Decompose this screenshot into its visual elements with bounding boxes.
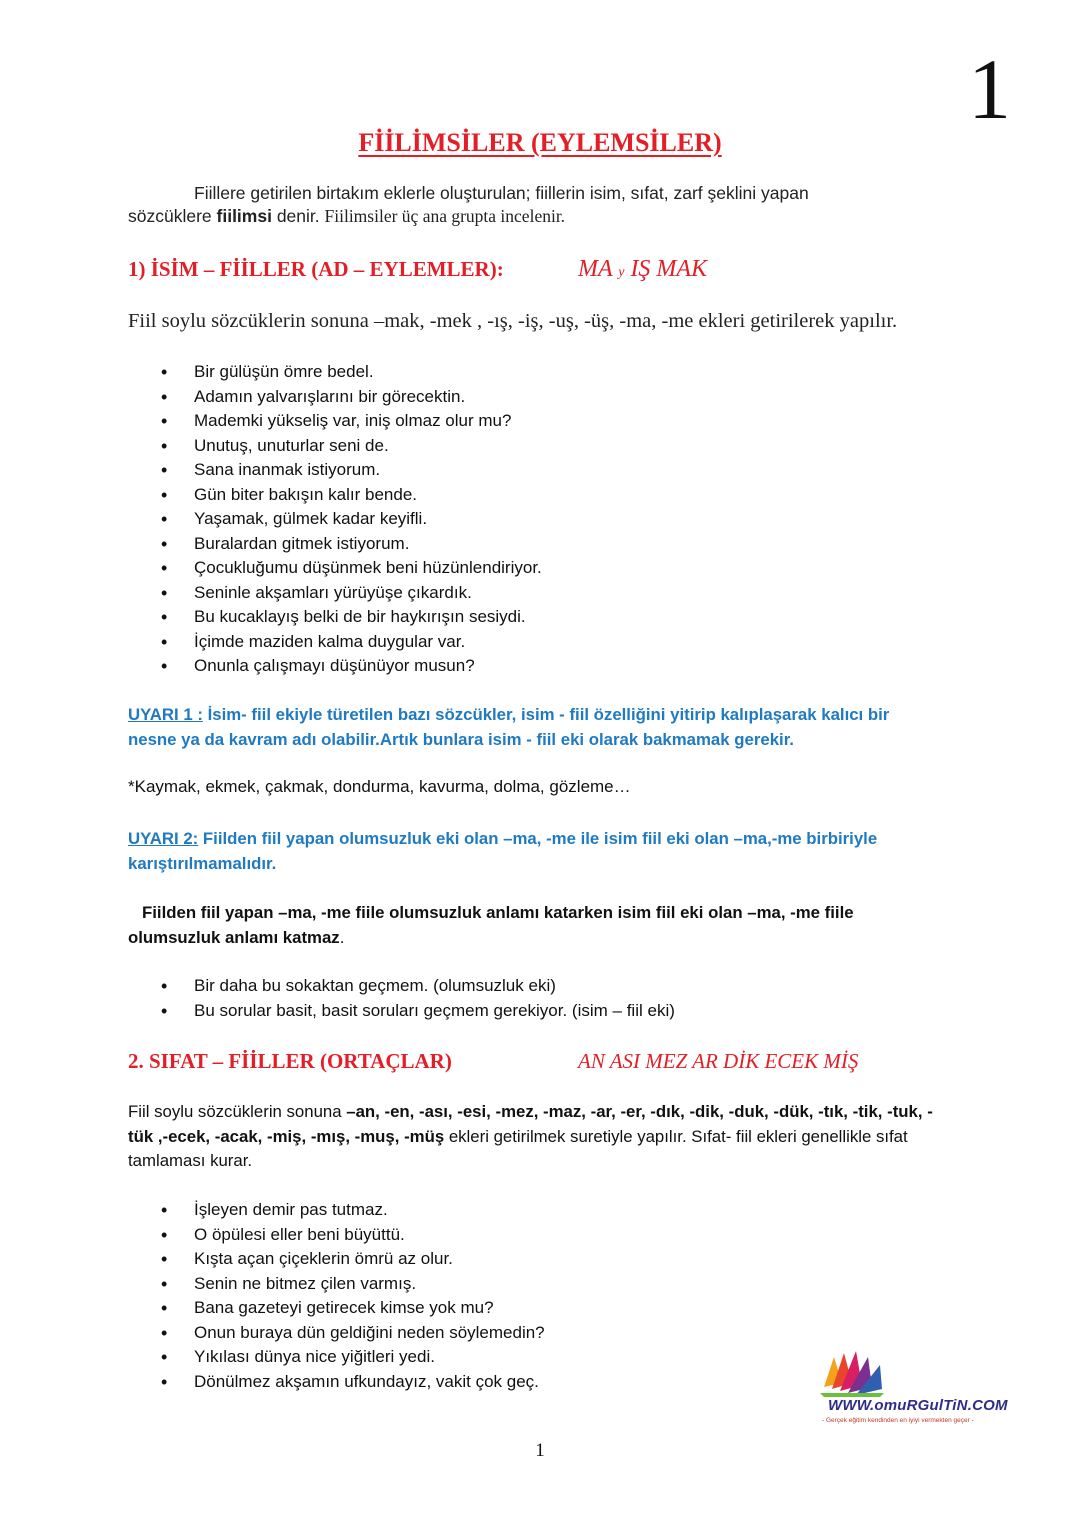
intro-term: fiilimsi <box>216 206 272 226</box>
list-item: • Bu kucaklayış belki de bir haykırışın sesiydi. <box>128 605 542 630</box>
page-title: FİİLİMSİLER (EYLEMSİLER) <box>358 128 722 157</box>
negation-note <box>128 901 928 950</box>
list-item: • O öpülesi eller beni büyüttü. <box>128 1223 545 1248</box>
section1-mnemonic-b: IŞ MAK <box>624 256 708 282</box>
list-item: • Mademki yükseliş var, iniş olmaz olur mu? <box>128 409 542 434</box>
list-item: • Unutuş, unuturlar seni de. <box>128 434 542 459</box>
section1-heading: 1) İSİM – FİİLLER (AD – EYLEMLER): <box>128 257 504 281</box>
intro-line2-b: denir. <box>271 206 325 226</box>
site-logo <box>818 1347 1008 1432</box>
section1-mnemonic <box>578 256 707 283</box>
warning-1 <box>128 703 938 752</box>
section1-example-list <box>128 360 542 679</box>
list-item: • Bir daha bu sokaktan geçmem. (olumsuzluk eki) <box>128 974 675 999</box>
warning-1-text: İsim- fiil ekiyle türetilen bazı sözcükler, isim - fiil özelliğini yitirip kalıplaşarak kalıcı bir nesne ya da kavram adı olabilir.Artık bunlara isim - fiil eki olarak bakmamak gerekir. <box>128 705 890 749</box>
list-item: • Yaşamak, gülmek kadar keyifli. <box>128 507 542 532</box>
contrast-example-list <box>128 974 675 1023</box>
logo-tagline: - Gerçek eğitim kendinden en iyiyi vermekten geçer - <box>822 1417 974 1424</box>
list-item: • Seninle akşamları yürüyüşe çıkardık. <box>128 581 542 606</box>
page-number-top: 1 <box>968 41 1011 137</box>
warning-1-label: UYARI 1 : <box>128 705 203 724</box>
section2-suffixes: –an, -en, -ası, -esi, -mez, -maz, -ar, -er, -dık, -dik, -duk, -dük, -tık, -tik, -tuk, -tük ,-ecek, -acak, -miş, -mış, -muş, -müş <box>128 1102 933 1146</box>
section1-mnemonic-a: MA <box>578 256 619 282</box>
page-number-bottom: 1 <box>535 1440 545 1461</box>
list-item: • Kışta açan çiçeklerin ömrü az olur. <box>128 1247 545 1272</box>
list-item: • Senin ne bitmez çilen varmış. <box>128 1272 545 1297</box>
intro-line1: Fiillere getirilen birtakım eklerle oluşturulan; fiillerin isim, sıfat, zarf şeklini yapan <box>194 183 809 203</box>
list-item: • Bana gazeteyi getirecek kimse yok mu? <box>128 1296 545 1321</box>
list-item: • İçimde maziden kalma duygular var. <box>128 630 542 655</box>
list-item: • Dönülmez akşamın ufkundayız, vakit çok geç. <box>128 1370 545 1395</box>
warning-2 <box>128 827 938 876</box>
warning-2-label: UYARI 2: <box>128 829 199 848</box>
intro-line2-c: Fiilimsiler üç ana grupta incelenir. <box>324 206 566 226</box>
word-examples: *Kaymak, ekmek, çakmak, dondurma, kavurma, dolma, gözleme… <box>128 777 631 796</box>
list-item: • Bir gülüşün ömre bedel. <box>128 360 542 385</box>
section2-example-list <box>128 1198 545 1394</box>
section1-mnemonic-small: y <box>618 265 625 280</box>
list-item: • Yıkılası dünya nice yiğitleri yedi. <box>128 1345 545 1370</box>
section2-description-b: ekleri getirilmek suretiyle yapılır. Sıfat- fiil ekleri genellikle sıfat tamlaması kurar. <box>128 1126 908 1170</box>
list-item: • Buralardan gitmek istiyorum. <box>128 532 542 557</box>
section2-heading: 2. SIFAT – FİİLLER (ORTAÇLAR) <box>128 1049 452 1073</box>
list-item: • Onun buraya dün geldiğini neden söylemedin? <box>128 1321 545 1346</box>
negation-note-tail: . <box>339 927 345 947</box>
intro-line2-a: sözcüklere <box>128 206 217 226</box>
section2-mnemonic: AN ASI MEZ AR DİK ECEK MİŞ <box>578 1049 859 1073</box>
list-item: • Sana inanmak istiyorum. <box>128 458 542 483</box>
section2-description-a: Fiil soylu sözcüklerin sonuna <box>128 1102 347 1121</box>
list-item: • Gün biter bakışın kalır bende. <box>128 483 542 508</box>
list-item: • Onunla çalışmayı düşünüyor musun? <box>128 654 542 679</box>
section2-description <box>128 1100 948 1174</box>
section1-description: Fiil soylu sözcüklerin sonuna –mak, -mek , -ış, -iş, -uş, -üş, -ma, -me ekleri getirilerek yapılır. <box>128 310 898 332</box>
intro-paragraph <box>128 182 928 228</box>
list-item: • Bu sorular basit, basit soruları geçmem gerekiyor. (isim – fiil eki) <box>128 999 675 1024</box>
list-item: • İşleyen demir pas tutmaz. <box>128 1198 545 1223</box>
negation-note-bold: Fiilden fiil yapan –ma, -me fiile olumsuzluk anlamı katarken isim fiil eki olan –ma, -me fiile olumsuzluk anlamı katmaz <box>128 903 854 947</box>
book-logo-icon <box>820 1347 890 1399</box>
warning-2-text: Fiilden fiil yapan olumsuzluk eki olan –ma, -me ile isim fiil eki olan –ma,-me birbiriyle karıştırılmamalıdır. <box>128 829 878 873</box>
list-item: • Adamın yalvarışlarını bir görecektin. <box>128 385 542 410</box>
list-item: • Çocukluğumu düşünmek beni hüzünlendiriyor. <box>128 556 542 581</box>
logo-text: WWW.omuRGulTiN.COM <box>828 1397 1008 1414</box>
